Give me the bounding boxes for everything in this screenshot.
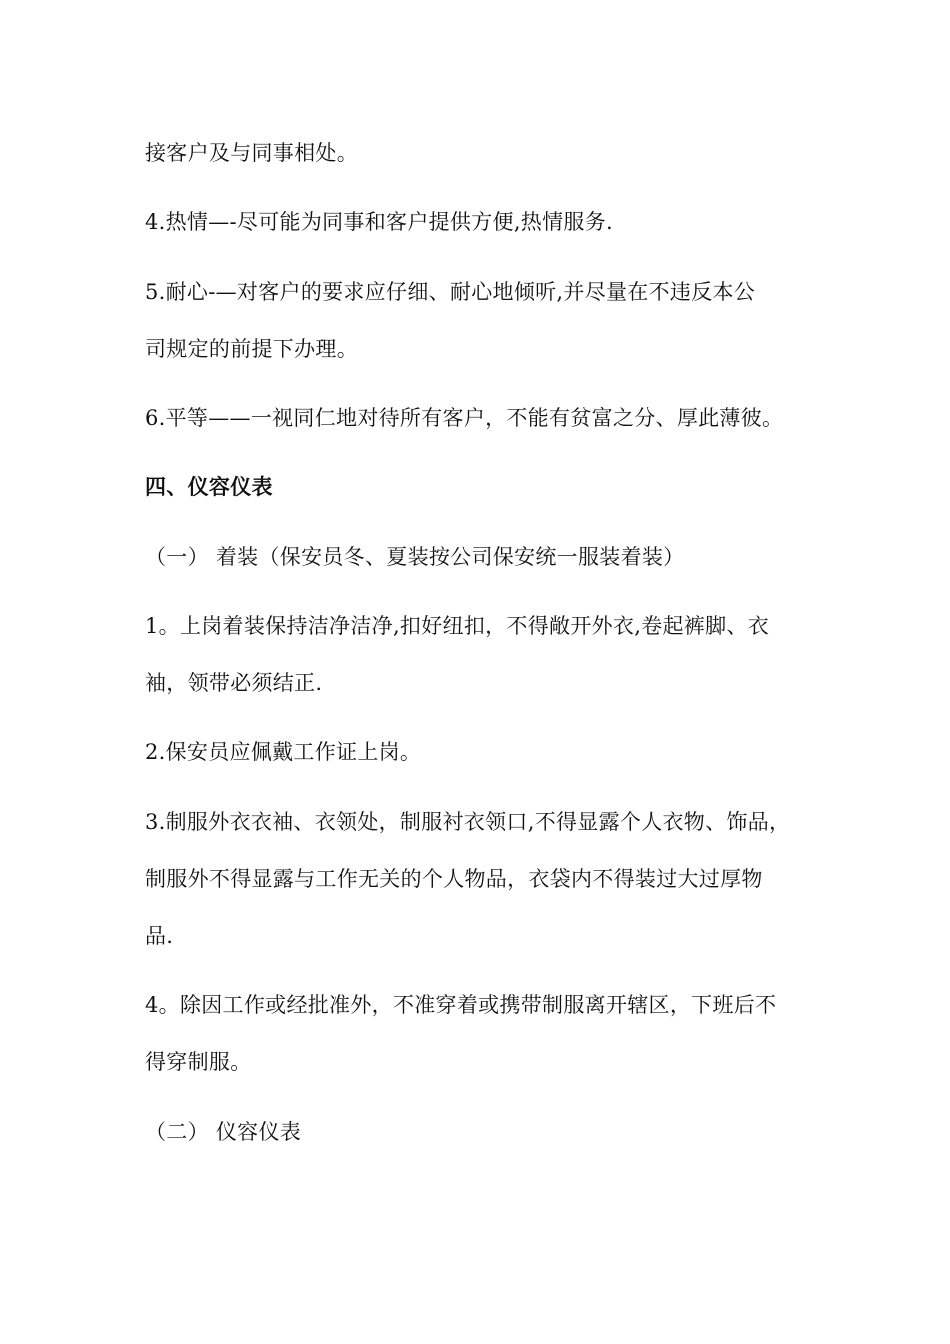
subsection-heading: （二） 仪容仪表 <box>145 1120 302 1144</box>
paragraph-line: 得穿制服。 <box>145 1050 252 1074</box>
paragraph-line: 2.保安员应佩戴工作证上岗。 <box>145 740 422 764</box>
paragraph-line: 司规定的前提下办理。 <box>145 337 358 361</box>
subsection-heading: （一） 着装（保安员冬、夏装按公司保安统一服装着装） <box>145 545 685 569</box>
paragraph-line: 制服外不得显露与工作无关的个人物品，衣袋内不得装过大过厚物 <box>145 867 763 891</box>
paragraph-line: 1。上岗着装保持洁净洁净,扣好纽扣，不得敞开外衣,卷起裤脚、衣 <box>145 614 770 638</box>
paragraph-line: 接客户及与同事相处。 <box>145 141 358 165</box>
paragraph-line: 6.平等——一视同仁地对待所有客户，不能有贫富之分、厚此薄彼。 <box>145 406 784 430</box>
paragraph-line: 品. <box>145 924 174 948</box>
paragraph-line: 4.热情—-尽可能为同事和客户提供方便,热情服务. <box>145 210 613 234</box>
paragraph-line: 4。除因工作或经批准外，不准穿着或携带制服离开辖区，下班后不 <box>145 993 777 1017</box>
paragraph-line: 5.耐心-—对客户的要求应仔细、耐心地倾听,并尽量在不违反本公 <box>145 280 756 304</box>
paragraph-line: 袖，领带必须结正. <box>145 671 323 695</box>
paragraph-line: 3.制服外衣衣袖、衣领处，制服衬衣领口,不得显露个人衣物、饰品， <box>145 810 791 834</box>
section-heading: 四、仪容仪表 <box>145 475 273 499</box>
